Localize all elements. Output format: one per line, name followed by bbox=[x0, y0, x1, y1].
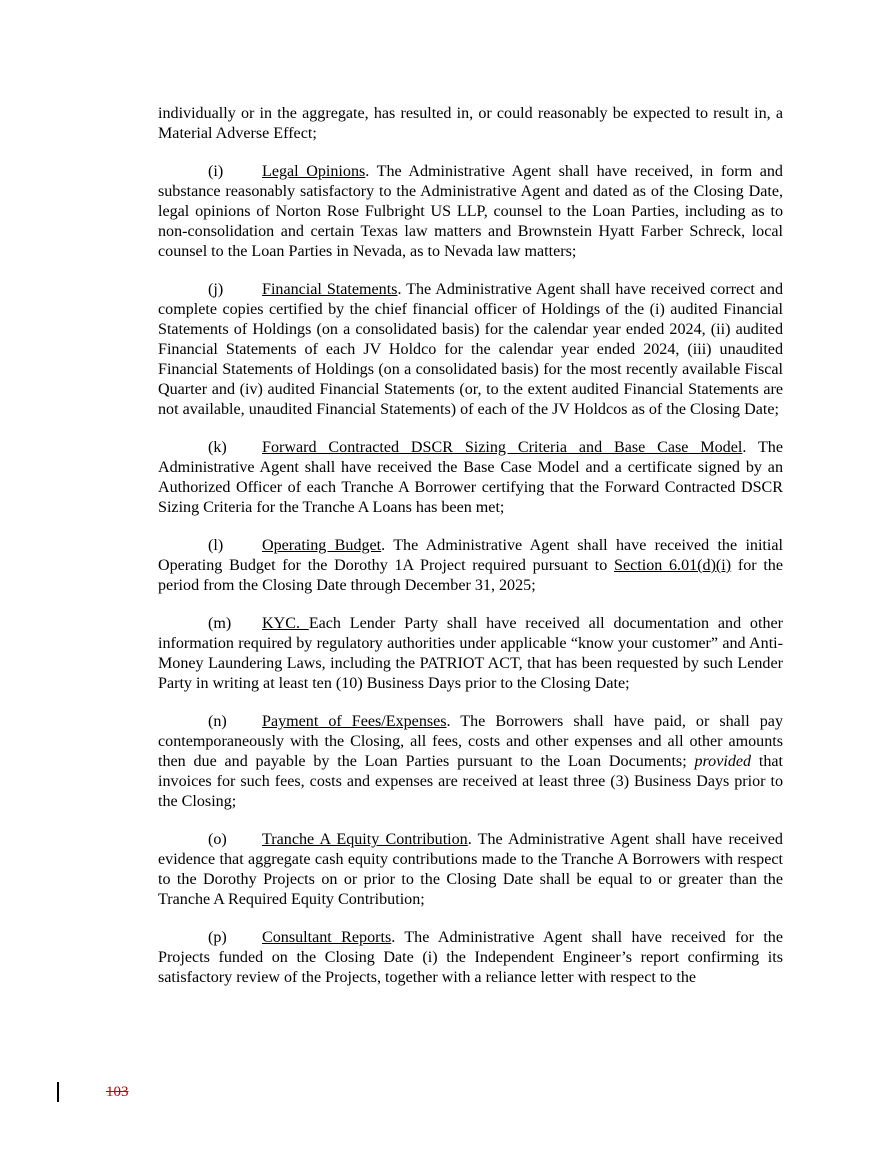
clause-body: . The Borrowers shall have paid, or shall pay contemporaneously with the Closing, all fees, costs and other expenses and all other amounts then due and payable by the Loan Parties pursuant to the Loan Documents; bbox=[158, 713, 783, 770]
intro-paragraph: individually or in the aggregate, has resulted in, or could reasonably be expected to result in, a Material Adverse Effect; bbox=[158, 105, 783, 142]
clause-i bbox=[158, 162, 783, 262]
clause-body: . The Administrative Agent shall have received evidence that aggregate cash equity contributions made to the Tranche A Borrowers with respect to the Dorothy Projects on or prior to the Closing Date shall be equal to or greater than the Tranche A Required Equity Contribution; bbox=[158, 831, 783, 908]
clause-heading: Forward Contracted DSCR Sizing Criteria and Base Case Model bbox=[262, 439, 743, 456]
clause-heading: Consultant Reports bbox=[262, 929, 392, 946]
clause-body: . The Administrative Agent shall have received the initial Operating Budget for the Dorothy 1A Project required pursuant to bbox=[158, 537, 783, 574]
clause-number: (p) bbox=[208, 929, 227, 946]
clause-body-continued: for the period from the Closing Date through December 31, 2025; bbox=[158, 557, 784, 594]
revision-change-bar bbox=[57, 1082, 59, 1102]
clause-body: . The Administrative Agent shall have received, in form and substance reasonably satisfactory to the Administrative Agent and dated as of the Closing Date, legal opinions of Norton Rose Fulbright US LLP, counsel to the Loan Parties, including as to non-consolidation and certain Texas law matters and Brownstein Hyatt Farber Schreck, local counsel to the Loan Parties in Nevada, as to Nevada law matters; bbox=[158, 163, 783, 260]
clause-number: (j) bbox=[208, 281, 224, 298]
section-reference: Section 6.01(d)(i) bbox=[614, 557, 732, 574]
clause-m bbox=[158, 614, 783, 694]
clause-body: Each Lender Party shall have received all documentation and other information required by regulatory authorities under applicable “know your customer” and Anti-Money Laundering Laws, including the PATRIOT ACT, that has been requested by such Lender Party in writing at least ten (10) Business Days prior to the Closing Date; bbox=[158, 615, 783, 692]
clause-heading: Tranche A Equity Contribution bbox=[262, 831, 468, 848]
clause-l bbox=[158, 536, 783, 596]
clause-number: (i) bbox=[208, 163, 224, 180]
document-body bbox=[158, 104, 783, 1006]
clause-o bbox=[158, 830, 783, 910]
clause-number: (o) bbox=[208, 831, 227, 848]
clause-heading: Legal Opinions bbox=[262, 163, 366, 180]
clause-number: (l) bbox=[208, 537, 224, 554]
clause-k bbox=[158, 438, 783, 518]
page-number: 103 bbox=[106, 1084, 129, 1100]
clause-heading: KYC. bbox=[262, 615, 309, 632]
clause-heading: Financial Statements bbox=[262, 281, 398, 298]
clause-number: (k) bbox=[208, 439, 227, 456]
clause-body-continued: that invoices for such fees, costs and expenses are received at least three (3) Business Days prior to the Closing; bbox=[158, 753, 783, 810]
clause-heading: Payment of Fees/Expenses bbox=[262, 713, 447, 730]
clause-body: . The Administrative Agent shall have received correct and complete copies certified by the chief financial officer of Holdings of the (i) audited Financial Statements of Holdings (on a consolidated basis) for the calendar year ended 2024, (ii) audited Financial Statements of each JV Holdco for the calendar year ended 2024, (iii) unaudited Financial Statements of Holdings (on a consolidated basis) for the most recently available Fiscal Quarter and (iv) audited Financial Statements (or, to the extent audited Financial Statements are not available, unaudited Financial Statements) of each of the JV Holdcos as of the Closing Date; bbox=[158, 281, 783, 418]
clause-n bbox=[158, 712, 783, 812]
clause-body: . The Administrative Agent shall have received the Base Case Model and a certificate signed by an Authorized Officer of each Tranche A Borrower certifying that the Forward Contracted DSCR Sizing Criteria for the Tranche A Loans has been met; bbox=[158, 439, 783, 516]
clause-number: (n) bbox=[208, 713, 227, 730]
clause-p bbox=[158, 928, 783, 988]
clause-number: (m) bbox=[208, 615, 232, 632]
clause-body: . The Administrative Agent shall have received for the Projects funded on the Closing Date (i) the Independent Engineer’s report confirming its satisfactory review of the Projects, together with a reliance letter with respect to the bbox=[158, 929, 783, 986]
clause-j bbox=[158, 280, 783, 420]
clause-heading: Operating Budget bbox=[262, 537, 382, 554]
provided-term: provided bbox=[694, 753, 752, 770]
